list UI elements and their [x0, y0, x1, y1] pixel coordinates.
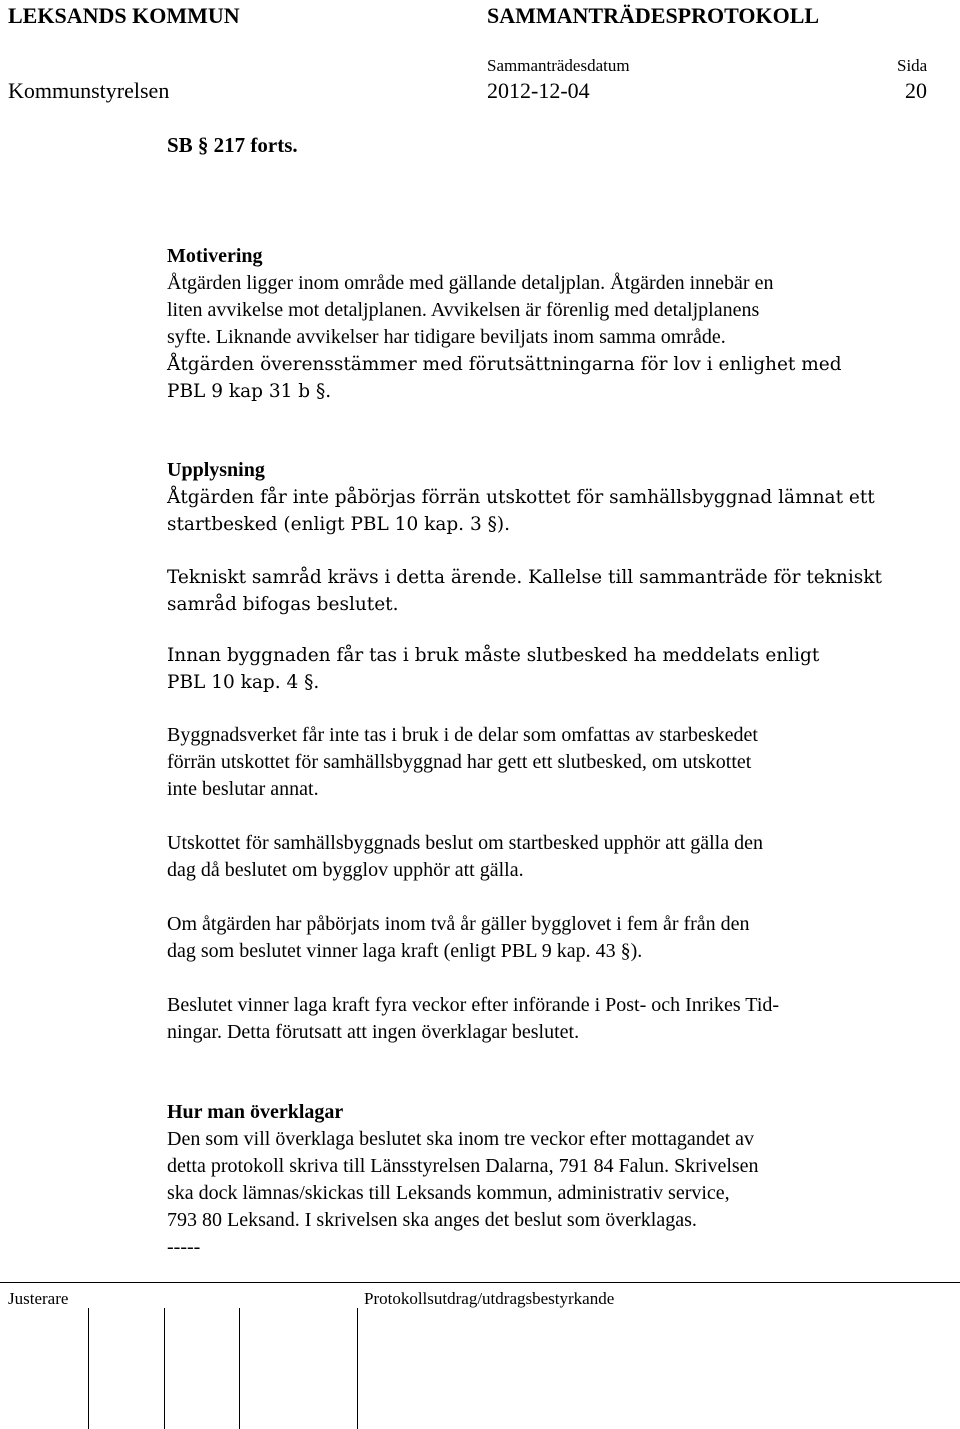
upplysning-paragraph	[167, 992, 867, 1046]
upplysning-line: förrän utskottet för samhällsbyggnad har gett ett slutbesked, om utskottet	[167, 751, 752, 773]
overklagan-line: detta protokoll skriva till Länsstyrelsen Dalarna, 791 84 Falun. Skrivelsen	[167, 1155, 759, 1177]
doc-type: SAMMANTRÄDESPROTOKOLL	[487, 3, 820, 28]
upplysning-line: Tekniskt samråd krävs i detta ärende. Kallelse till sammanträde för tekniskt	[167, 567, 882, 588]
overklagan-line: 793 80 Leksand. I skrivelsen ska anges det beslut som överklagas.	[167, 1209, 697, 1231]
motivering-line: liten avvikelse mot detaljplanen. Avvikelsen är förenlig med detaljplanens	[167, 299, 760, 321]
upplysning-paragraph	[167, 722, 867, 803]
motivering-line: Åtgärden överensstämmer med förutsättningarna för lov i enlighet med	[167, 354, 842, 375]
signature-box-divider	[357, 1308, 358, 1429]
org-name: LEKSANDS KOMMUN	[8, 3, 240, 28]
upplysning-line: Utskottet för samhällsbyggnads beslut om startbesked upphör att gälla den	[167, 832, 763, 854]
motivering-section	[167, 243, 867, 405]
upplysning-line: Innan byggnaden får tas i bruk måste slutbesked ha meddelats enligt	[167, 645, 820, 666]
upplysning-section	[167, 457, 875, 538]
footer-divider	[0, 1282, 960, 1283]
overklagan-heading: Hur man överklagar	[167, 1101, 344, 1123]
overklagan-line: ska dock lämnas/skickas till Leksands kommun, administrativ service,	[167, 1182, 730, 1204]
upplysning-paragraph	[167, 642, 867, 696]
signature-box-divider	[88, 1308, 89, 1429]
upplysning-line: samråd bifogas beslutet.	[167, 594, 399, 615]
signature-box-divider	[164, 1308, 165, 1429]
upplysning-line: Beslutet vinner laga kraft fyra veckor efter införande i Post- och Inrikes Tid-	[167, 994, 780, 1016]
motivering-heading: Motivering	[167, 245, 263, 267]
upplysning-line: Åtgärden får inte påbörjas förrän utskottet för samhällsbyggnad lämnat ett	[167, 487, 875, 508]
upplysning-line: dag som beslutet vinner laga kraft (enligt PBL 9 kap. 43 §).	[167, 940, 643, 962]
upplysning-paragraph	[167, 911, 867, 965]
overklagan-line: Den som vill överklaga beslutet ska inom tre veckor efter mottagandet av	[167, 1128, 755, 1150]
body-name: Kommunstyrelsen	[8, 78, 170, 103]
upplysning-line: PBL 10 kap. 4 §.	[167, 672, 320, 693]
upplysning-line: dag då beslutet om bygglov upphör att gälla.	[167, 859, 524, 881]
justerare-label: Justerare	[8, 1289, 69, 1308]
upplysning-paragraph	[167, 564, 882, 618]
page-number: 20	[905, 78, 927, 103]
upplysning-heading: Upplysning	[167, 459, 265, 481]
upplysning-line: ningar. Detta förutsatt att ingen överklagar beslutet.	[167, 1021, 580, 1043]
upplysning-paragraph	[167, 830, 867, 884]
motivering-line: syfte. Liknande avvikelser har tidigare beviljats inom samma område.	[167, 326, 726, 348]
signature-box-divider	[239, 1308, 240, 1429]
meeting-date: 2012-12-04	[487, 78, 590, 103]
date-label: Sammanträdesdatum	[487, 56, 630, 75]
utdrag-label: Protokollsutdrag/utdragsbestyrkande	[364, 1289, 615, 1308]
motivering-line: Åtgärden ligger inom område med gällande detaljplan. Åtgärden innebär en	[167, 272, 774, 294]
upplysning-line: Om åtgärden har påbörjats inom två år gäller bygglovet i fem år från den	[167, 913, 750, 935]
overklagan-section	[167, 1099, 867, 1261]
upplysning-line: Byggnadsverket får inte tas i bruk i de delar som omfattas av starbeskedet	[167, 724, 758, 746]
page-label: Sida	[897, 56, 928, 75]
section-ref: SB § 217 forts.	[167, 133, 298, 157]
upplysning-line: inte beslutar annat.	[167, 778, 319, 800]
motivering-line: PBL 9 kap 31 b §.	[167, 381, 332, 402]
overklagan-line: -----	[167, 1236, 201, 1258]
upplysning-line: startbesked (enligt PBL 10 kap. 3 §).	[167, 514, 510, 535]
